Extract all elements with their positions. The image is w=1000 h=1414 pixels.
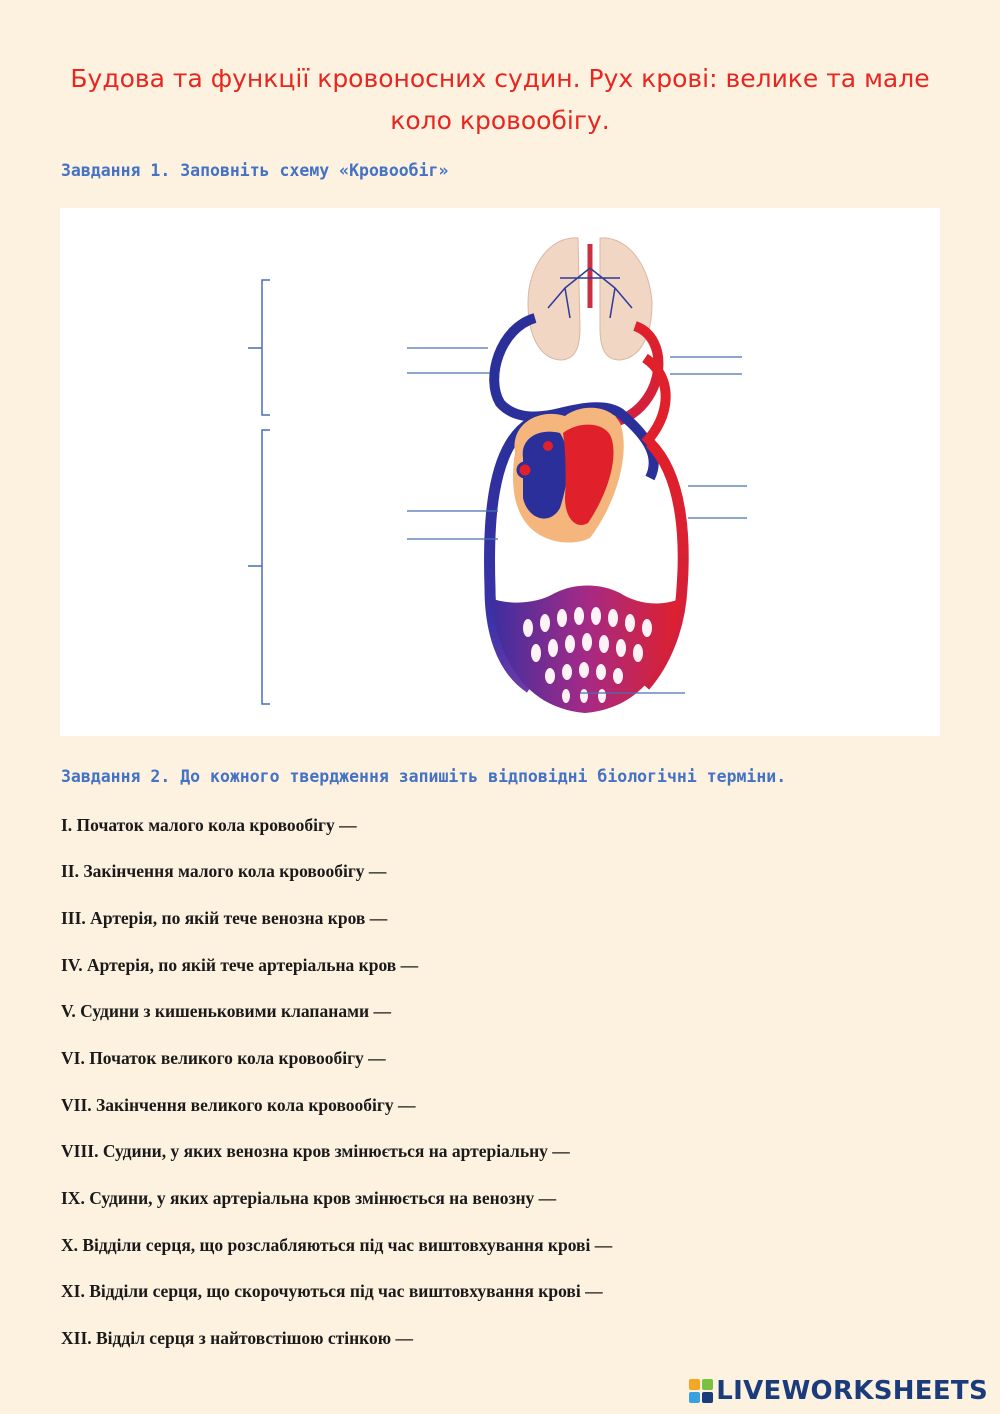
task-2-heading: Завдання 2. До кожного твердження запишіть відповідні біологічні терміни.	[61, 767, 787, 786]
question-6: VI. Початок великого кола кровообігу —	[61, 1048, 386, 1068]
question-8: VIII. Судини, у яких венозна кров змінюється на артеріальну —	[61, 1141, 570, 1161]
task-1-heading: Завдання 1. Заповніть схему «Кровообіг»	[61, 161, 449, 180]
question-10: X. Відділи серця, що розслабляються під час виштовхування крові —	[61, 1235, 613, 1255]
page-title: Будова та функції кровоносних судин. Рух крові: велике та мале коло кровообігу.	[70, 64, 930, 135]
circulation-diagram-svg	[60, 208, 940, 736]
circulation-diagram	[60, 208, 940, 736]
large-circle-bracket	[248, 430, 270, 704]
question-4: IV. Артерія, по якій тече артеріальна кров —	[61, 955, 419, 975]
question-5: V. Судини з кишеньковими клапанами —	[61, 1001, 391, 1021]
question-7: VII. Закінчення великого кола кровообігу —	[61, 1095, 416, 1115]
logo-text: LIVEWORKSHEETS	[716, 1376, 988, 1406]
question-9: IX. Судини, у яких артеріальна кров змінюється на венозну —	[61, 1188, 557, 1208]
liveworksheets-logo[interactable]	[689, 1376, 988, 1406]
capillary-bed	[490, 586, 682, 714]
lungs	[528, 238, 652, 360]
liveworksheets-logo-icon	[689, 1379, 713, 1403]
question-11: XI. Відділи серця, що скорочуються під час виштовхування крові —	[61, 1281, 603, 1301]
small-circle-bracket	[248, 280, 270, 415]
heart	[513, 408, 624, 543]
question-3: III. Артерія, по якій тече венозна кров —	[61, 908, 388, 928]
question-1: I. Початок малого кола кровообігу —	[61, 815, 357, 835]
question-2: II. Закінчення малого кола кровообігу —	[61, 861, 387, 881]
question-12: XII. Відділ серця з найтовстішою стінкою —	[61, 1328, 414, 1348]
